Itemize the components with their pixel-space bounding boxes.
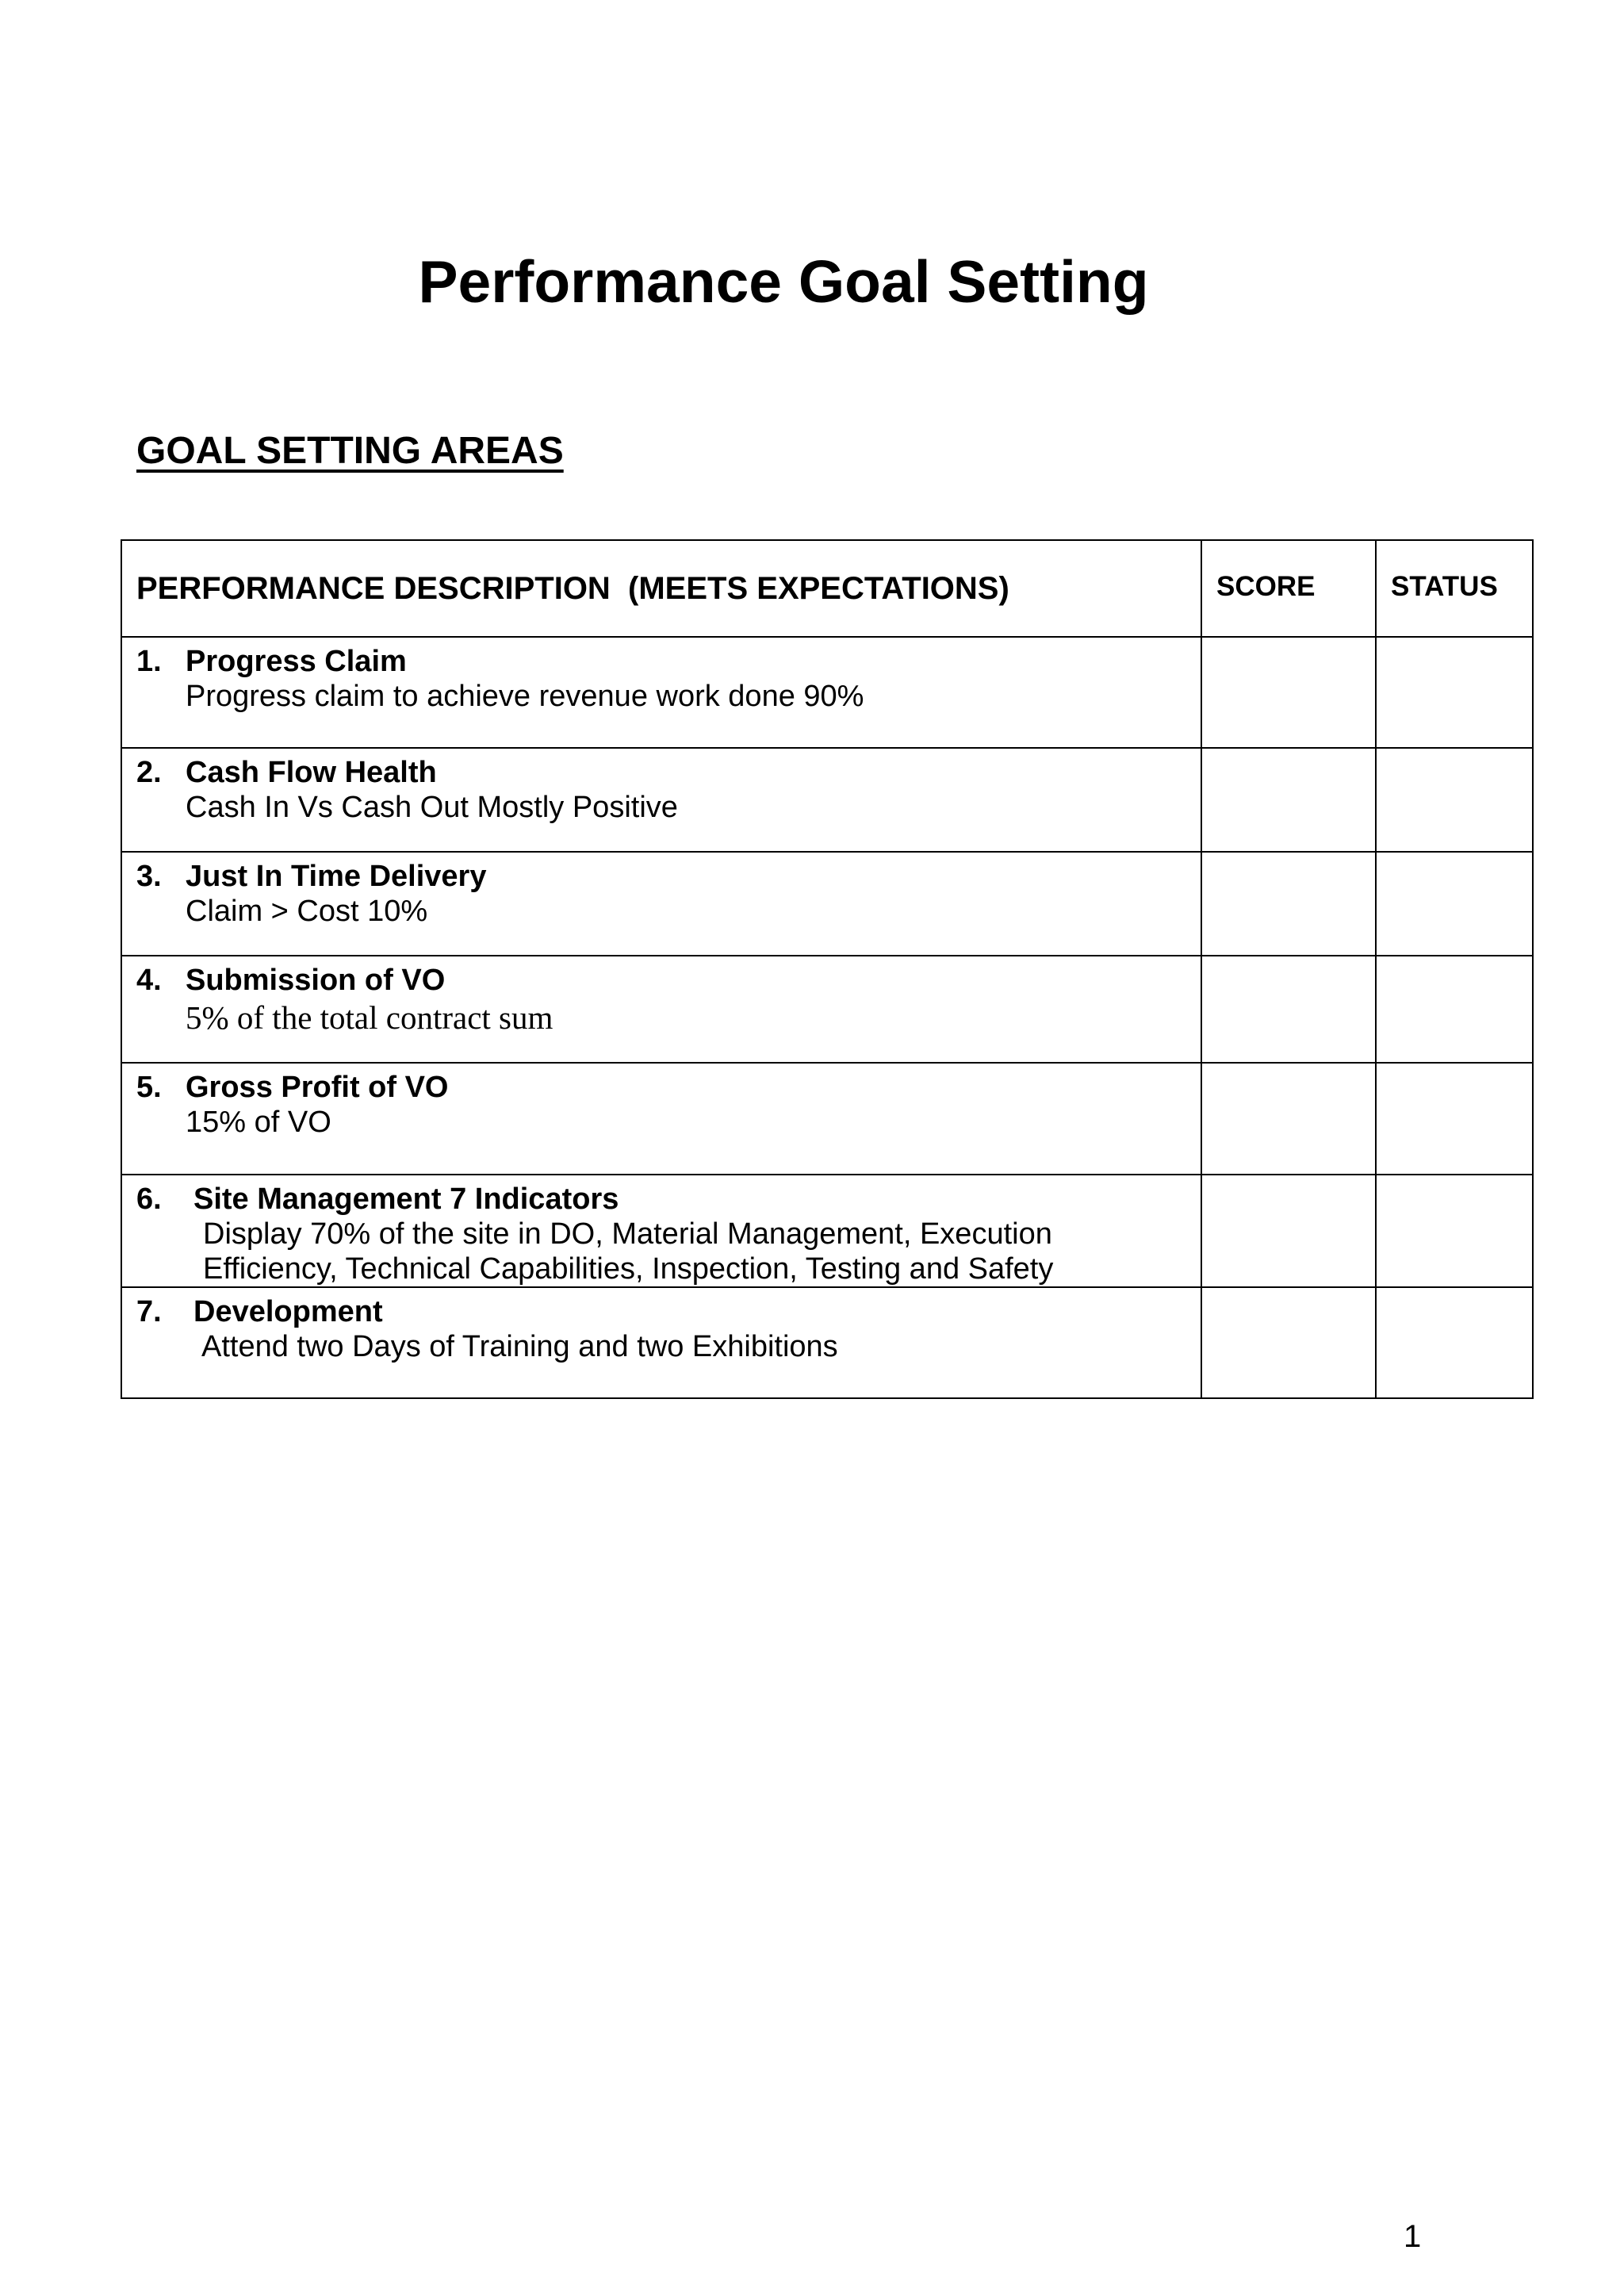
goal-description-cell — [121, 956, 1201, 1063]
goal-title: Cash Flow Health — [186, 756, 437, 789]
score-cell[interactable] — [1201, 852, 1376, 956]
goal-description-cell — [121, 748, 1201, 852]
table-header-row — [121, 540, 1533, 637]
status-cell[interactable] — [1376, 1175, 1533, 1287]
score-cell[interactable] — [1201, 1063, 1376, 1175]
table-row — [121, 748, 1533, 852]
goal-title: Just In Time Delivery — [186, 860, 487, 893]
score-cell[interactable] — [1201, 748, 1376, 852]
goal-title: Submission of VO — [186, 964, 446, 997]
goal-detail: Claim > Cost 10% — [186, 895, 428, 928]
goal-number: 7. — [136, 1295, 162, 1328]
page-number: 1 — [1404, 2219, 1422, 2254]
goal-detail: Progress claim to achieve revenue work done 90% — [186, 680, 864, 713]
status-cell[interactable] — [1376, 748, 1533, 852]
goal-detail: Efficiency, Technical Capabilities, Inspection, Testing and Safety — [203, 1252, 1054, 1286]
goal-description-cell — [121, 1175, 1201, 1287]
header-status: STATUS — [1376, 540, 1533, 637]
score-cell[interactable] — [1201, 956, 1376, 1063]
status-cell[interactable] — [1376, 852, 1533, 956]
status-cell[interactable] — [1376, 637, 1533, 748]
goal-detail: Display 70% of the site in DO, Material Management, Execution — [203, 1217, 1052, 1251]
goal-title: Development — [193, 1295, 383, 1328]
goal-number: 1. — [136, 645, 162, 678]
goal-number: 2. — [136, 756, 162, 789]
goal-number: 4. — [136, 964, 162, 997]
goal-title: Progress Claim — [186, 645, 407, 678]
score-cell[interactable] — [1201, 1175, 1376, 1287]
table-row — [121, 852, 1533, 956]
goal-number: 6. — [136, 1182, 162, 1216]
goal-detail: 15% of VO — [186, 1106, 331, 1139]
goal-detail: Cash In Vs Cash Out Mostly Positive — [186, 791, 678, 824]
page-title: Performance Goal Setting — [418, 248, 1149, 315]
table-row — [121, 637, 1533, 748]
status-cell[interactable] — [1376, 1063, 1533, 1175]
status-cell[interactable] — [1376, 956, 1533, 1063]
goal-detail: Attend two Days of Training and two Exhibitions — [201, 1330, 838, 1363]
status-cell[interactable] — [1376, 1287, 1533, 1398]
table-row — [121, 1287, 1533, 1398]
header-performance-description: PERFORMANCE DESCRIPTION (MEETS EXPECTATIONS) — [121, 540, 1201, 637]
section-heading: GOAL SETTING AREAS — [136, 430, 564, 472]
goal-description-cell — [121, 1287, 1201, 1398]
table-row — [121, 1175, 1533, 1287]
header-score: SCORE — [1201, 540, 1376, 637]
goal-number: 3. — [136, 860, 162, 893]
goal-setting-table — [121, 539, 1534, 1399]
table-row — [121, 1063, 1533, 1175]
goal-title: Site Management 7 Indicators — [193, 1182, 619, 1216]
goal-title: Gross Profit of VO — [186, 1071, 449, 1104]
goal-detail: 5% of the total contract sum — [186, 999, 553, 1036]
table-row — [121, 956, 1533, 1063]
goal-description-cell — [121, 637, 1201, 748]
goal-description-cell — [121, 852, 1201, 956]
goal-description-cell — [121, 1063, 1201, 1175]
score-cell[interactable] — [1201, 1287, 1376, 1398]
score-cell[interactable] — [1201, 637, 1376, 748]
goal-number: 5. — [136, 1071, 162, 1104]
